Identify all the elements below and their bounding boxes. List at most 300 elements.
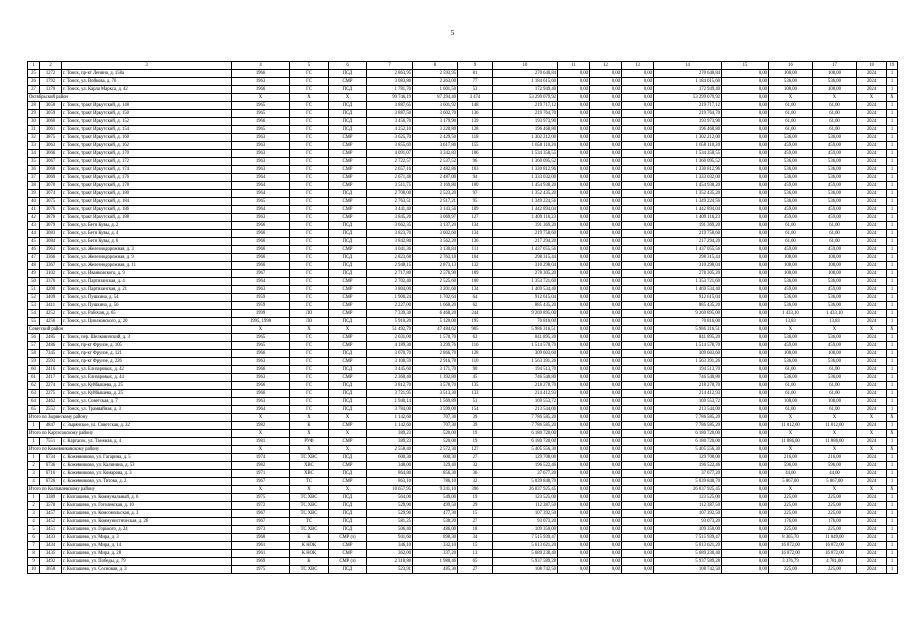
cell: 1 — [887, 454, 898, 462]
cell: 1963 — [232, 214, 290, 222]
cell: ХВС — [290, 470, 329, 478]
cell: 107 392,50 — [654, 510, 722, 518]
cell: 0,00 — [622, 502, 654, 510]
cell: 7 515 939,47 — [654, 534, 722, 542]
cell: 3 662,35 — [367, 222, 413, 230]
cell: 0,00 — [722, 470, 769, 478]
cell: 61,00 — [769, 110, 813, 118]
cell: 310 298,04 — [654, 262, 722, 270]
cell: X — [232, 326, 290, 334]
cell: ГС — [290, 278, 329, 286]
cell: 2 517,21 — [413, 198, 458, 206]
cell: 0,00 — [622, 270, 654, 278]
cell: 0,00 — [722, 518, 769, 526]
cell: 0,00 — [590, 558, 622, 566]
cell: 1 333 032,00 — [493, 174, 558, 182]
cell: 193 973,90 — [654, 118, 722, 126]
cell: 1963 — [232, 142, 290, 150]
cell: 0,00 — [590, 358, 622, 366]
cell: X — [769, 486, 813, 494]
cell: X — [887, 430, 898, 438]
section-label: Итого по Кожевниковскому району — [28, 446, 232, 454]
cell: 7 786 585,20 — [493, 414, 558, 422]
cell: 43 — [28, 222, 40, 230]
cell: X — [857, 430, 887, 438]
cell: 4 041,36 — [367, 246, 413, 254]
cell: 5 689 238,40 — [493, 550, 558, 558]
cell: 0,00 — [622, 534, 654, 542]
table-row — [28, 126, 898, 134]
cell: 2024 — [857, 318, 887, 326]
cell: 1965 — [232, 342, 290, 350]
cell: 2024 — [857, 334, 887, 342]
table-row — [28, 238, 898, 246]
cell: 3367 — [40, 262, 62, 270]
cell: 0,00 — [722, 454, 769, 462]
cell: 1964 — [232, 190, 290, 198]
cell: 459,00 — [769, 150, 813, 158]
cell: 1 702,64 — [413, 294, 458, 302]
cell: 600,30 — [367, 454, 413, 462]
cell: 0,00 — [558, 430, 590, 438]
cell: 1 — [887, 366, 898, 374]
cell: 225,00 — [813, 494, 857, 502]
cell: 3389 — [40, 494, 62, 502]
cell: ГС — [290, 246, 329, 254]
cell: 0,00 — [722, 374, 769, 382]
cell: 53 — [28, 302, 40, 310]
cell: г. Томск, ул. Железнодорожная, д. 3 — [62, 246, 232, 254]
cell: 3433 — [40, 534, 62, 542]
cell: 61,00 — [813, 118, 857, 126]
table-row — [28, 310, 898, 318]
cell: 0,00 — [622, 286, 654, 294]
cell: 2024 — [857, 406, 887, 414]
cell: 2024 — [857, 382, 887, 390]
cell: 1 142,60 — [367, 422, 413, 430]
cell: 3 169,80 — [413, 182, 458, 190]
cell: 3878 — [40, 214, 62, 222]
cell: 108,00 — [813, 254, 857, 262]
cell: 3 625,70 — [367, 134, 413, 142]
cell: 38 — [28, 182, 40, 190]
table-row — [28, 78, 898, 86]
cell: ТС ХВС — [290, 566, 329, 574]
cell: ПСД — [329, 270, 367, 278]
cell: 129 708,00 — [493, 454, 558, 462]
cell: 18 — [458, 526, 493, 534]
cell: 0,00 — [622, 158, 654, 166]
cell: ТС ХВС — [290, 494, 329, 502]
cell: 536,00 — [813, 358, 857, 366]
cell: 0,00 — [622, 462, 654, 470]
cell: 2274 — [40, 382, 62, 390]
cell: ПСД — [329, 126, 367, 134]
cell: 37 — [28, 174, 40, 182]
cell: 139 — [458, 118, 493, 126]
cell: 1 — [887, 166, 898, 174]
cell: 1966 — [232, 254, 290, 262]
cell: 108,00 — [769, 70, 813, 78]
cell: 0,00 — [622, 214, 654, 222]
cell: 0,00 — [590, 110, 622, 118]
cell: 270 640,84 — [493, 70, 558, 78]
cell: 2024 — [857, 126, 887, 134]
cell: 0,00 — [558, 358, 590, 366]
cell: 108,00 — [813, 86, 857, 94]
cell: 0,00 — [558, 214, 590, 222]
cell: 0,00 — [590, 94, 622, 102]
cell: 0,00 — [722, 366, 769, 374]
cell: г. Томск, ул. Беги Кувы, д. 2 — [62, 222, 232, 230]
cell: г. Томск, тракт Иркутский, д. 184 — [62, 198, 232, 206]
cell: 1 — [887, 462, 898, 470]
cell: СМР — [329, 142, 367, 150]
cell: 2 487,00 — [413, 174, 458, 182]
cell: 70 816,00 — [493, 318, 558, 326]
cell: 1 392,80 — [413, 374, 458, 382]
cell: г. Колпашево, ул. Сосновая, д. 3 — [62, 566, 232, 574]
cell: 5 039 848,70 — [493, 478, 558, 486]
cell: 0,00 — [722, 150, 769, 158]
cell: 0,00 — [590, 294, 622, 302]
cell: 536,00 — [813, 302, 857, 310]
cell: 37 677,20 — [654, 470, 722, 478]
cell: 30 — [28, 118, 40, 126]
cell: 61,00 — [769, 366, 813, 374]
cell: 0,00 — [590, 486, 622, 494]
cell: 1 — [887, 342, 898, 350]
cell: 310 298,04 — [493, 262, 558, 270]
cell: 905 — [458, 326, 493, 334]
cell: 0,00 — [590, 342, 622, 350]
cell: 536,00 — [813, 278, 857, 286]
cell: 1 — [887, 334, 898, 342]
cell: 0,00 — [590, 118, 622, 126]
cell: 396 — [458, 486, 493, 494]
cell: г. Томск, тракт Иркутский, д. 178 — [62, 182, 232, 190]
cell: 93 073,20 — [654, 518, 722, 526]
cell: 118 — [458, 134, 493, 142]
cell: 0,00 — [590, 510, 622, 518]
cell: 49 — [28, 270, 40, 278]
cell: ГС — [290, 238, 329, 246]
cell: 225,00 — [769, 526, 813, 534]
cell: ПСД — [329, 110, 367, 118]
cell: X — [769, 430, 813, 438]
cell: 2024 — [857, 566, 887, 574]
cell: 0,00 — [558, 206, 590, 214]
cell: 3 376,79 — [769, 558, 813, 566]
cell: 11 849,00 — [813, 534, 857, 542]
cell: 0,00 — [558, 550, 590, 558]
cell: 536,00 — [769, 358, 813, 366]
cell: ГС — [290, 190, 329, 198]
cell: X — [857, 446, 887, 454]
cell: 123 525,00 — [654, 494, 722, 502]
cell: ГС — [290, 398, 329, 406]
cell: 3 456,70 — [367, 118, 413, 126]
cell: 2416 — [40, 366, 62, 374]
cell: X — [813, 94, 857, 102]
cell: 136 — [458, 110, 493, 118]
cell: СМР — [329, 158, 367, 166]
cell: г. Томск, ул. Пушкина, д. 54 — [62, 294, 232, 302]
cell: 6 — [28, 534, 40, 542]
cell: СМР — [329, 182, 367, 190]
cell: 0,00 — [622, 318, 654, 326]
cell: 2024 — [857, 342, 887, 350]
cell: 0,00 — [590, 166, 622, 174]
cell: 29 — [458, 502, 493, 510]
cell: ГС — [290, 198, 329, 206]
cell: 61,00 — [813, 390, 857, 398]
cell: 0,00 — [622, 110, 654, 118]
cell: 0,00 — [558, 462, 590, 470]
cell: 536,00 — [813, 198, 857, 206]
cell: 7 786 585,20 — [654, 422, 722, 430]
cell: 1966 — [232, 382, 290, 390]
cell: 2 866,70 — [413, 350, 458, 358]
cell: 0,00 — [722, 398, 769, 406]
cell: 2024 — [857, 222, 887, 230]
cell: ПСД — [329, 70, 367, 78]
cell: ГС — [290, 206, 329, 214]
cell: 2024 — [857, 510, 887, 518]
cell: 0,00 — [590, 390, 622, 398]
cell: 1 454 938,20 — [654, 182, 722, 190]
cell: 523,91 — [367, 566, 413, 574]
table-row — [28, 518, 898, 526]
cell: 0,00 — [622, 550, 654, 558]
cell: 536,00 — [813, 134, 857, 142]
cell: 172 949,40 — [493, 86, 558, 94]
table-row — [28, 142, 898, 150]
cell: 2024 — [857, 182, 887, 190]
cell: 47 484,62 — [413, 326, 458, 334]
cell: 0,00 — [558, 142, 590, 150]
cell: ГС — [290, 126, 329, 134]
cell: 1973 — [232, 526, 290, 534]
cell: 0,00 — [622, 470, 654, 478]
cell: 0,00 — [590, 534, 622, 542]
cell: 225,00 — [769, 502, 813, 510]
cell: ПСД — [329, 118, 367, 126]
cell: 4 189,30 — [367, 342, 413, 350]
cell: г. Томск, ул. Рабочая, д. 65 — [62, 310, 232, 318]
cell: 1963 — [232, 134, 290, 142]
cell: 529,90 — [367, 510, 413, 518]
cell: 3076 — [40, 206, 62, 214]
cell: 0,00 — [722, 494, 769, 502]
table-row — [28, 478, 898, 486]
cell: ГС — [290, 78, 329, 86]
cell: 459,00 — [813, 342, 857, 350]
cell: 0,00 — [722, 414, 769, 422]
cell: 0,00 — [622, 78, 654, 86]
column-number-4: 4 — [232, 62, 290, 70]
cell: 51 — [458, 398, 493, 406]
cell: 155 — [458, 142, 493, 150]
cell: 529,90 — [367, 502, 413, 510]
cell: г. Томск, ул. Железнодорожная, д. 9 — [62, 254, 232, 262]
cell: 127 — [458, 446, 493, 454]
cell: 2 722,57 — [367, 158, 413, 166]
cell: 116 — [458, 342, 493, 350]
cell: 536,00 — [769, 198, 813, 206]
cell: 108,00 — [813, 262, 857, 270]
cell: 2417 — [40, 374, 62, 382]
cell: 0,00 — [622, 150, 654, 158]
cell: 8 — [28, 550, 40, 558]
cell: 0,00 — [622, 566, 654, 574]
cell: 193 973,90 — [493, 118, 558, 126]
cell: г. Томск, ул. Войкова, д. 76 — [62, 78, 232, 86]
cell: 3 887,65 — [367, 102, 413, 110]
cell: г. Томск, ул. Партизанская, д. 4 — [62, 278, 232, 286]
cell: 0,00 — [558, 278, 590, 286]
column-number-17: 17 — [813, 62, 857, 70]
cell: 0,00 — [622, 222, 654, 230]
cell: 108,00 — [769, 254, 813, 262]
cell: X — [329, 430, 367, 438]
cell: 90 — [458, 366, 493, 374]
cell: 6 180 720,00 — [493, 438, 558, 446]
cell: 0,00 — [622, 166, 654, 174]
cell: 4 091,07 — [367, 150, 413, 158]
column-number-19: 19 — [887, 62, 898, 70]
cell: 108 742,50 — [493, 566, 558, 574]
cell: 885 435,20 — [654, 302, 722, 310]
cell: 196 522,46 — [493, 462, 558, 470]
cell: 44,00 — [769, 470, 813, 478]
section-label: Итого по Зырянскому району — [28, 414, 232, 422]
column-number-16: 16 — [769, 62, 813, 70]
cell: 0,00 — [590, 142, 622, 150]
table-row — [28, 254, 898, 262]
cell: 0,00 — [622, 102, 654, 110]
cell: 61,00 — [813, 222, 857, 230]
cell: г. Томск, пр-кт Фрунзе, д. 121 — [62, 350, 232, 358]
cell: 898,30 — [413, 534, 458, 542]
cell: 0,00 — [558, 438, 590, 446]
cell: 2 593,95 — [413, 70, 458, 78]
table-row — [28, 470, 898, 478]
cell: 0,00 — [722, 558, 769, 566]
cell: 1966 — [232, 390, 290, 398]
cell: г. Томск, пр-кт Фрунзе, д. 105 — [62, 342, 232, 350]
cell: 64 — [458, 294, 493, 302]
cell: 0,00 — [722, 446, 769, 454]
cell: 4847 — [40, 422, 62, 430]
cell: 3 299,76 — [413, 342, 458, 350]
cell: 536,00 — [769, 134, 813, 142]
cell: 0,00 — [590, 566, 622, 574]
cell: 0,00 — [558, 478, 590, 486]
cell: 219 758,60 — [654, 230, 722, 238]
cell: 0,00 — [590, 238, 622, 246]
cell: X — [857, 326, 887, 334]
cell: 19 — [458, 430, 493, 438]
cell: 536,00 — [813, 294, 857, 302]
cell: ГС — [290, 262, 329, 270]
cell: 309 603,60 — [493, 350, 558, 358]
cell: 1 330 812,96 — [493, 166, 558, 174]
cell: 1 658 110,20 — [654, 142, 722, 150]
cell: 0,00 — [590, 550, 622, 558]
cell: 0,00 — [558, 558, 590, 566]
section-label: Итого по Колпашевскому району — [28, 486, 232, 494]
cell: 61,00 — [769, 230, 813, 238]
cell: 0,00 — [622, 246, 654, 254]
section-label: Итого по Каргасокскому району — [28, 430, 232, 438]
cell: 25 — [28, 70, 40, 78]
cell: 5 910,20 — [367, 318, 413, 326]
cell: 1 — [887, 566, 898, 574]
cell: 2024 — [857, 70, 887, 78]
cell: 1966 — [232, 366, 290, 374]
cell: 61,00 — [769, 222, 813, 230]
cell: 0,00 — [558, 262, 590, 270]
cell: 5 — [28, 526, 40, 534]
cell: 1 353 721,60 — [493, 278, 558, 286]
cell: 1 — [887, 270, 898, 278]
cell: 16 872,00 — [813, 550, 857, 558]
cell: 3067 — [40, 158, 62, 166]
cell: г. Томск, пер. Шелковичский, д. 3 — [62, 334, 232, 342]
cell: 2024 — [857, 310, 887, 318]
cell: 93 073,20 — [493, 518, 558, 526]
cell: 0,00 — [590, 430, 622, 438]
cell: 195 — [458, 318, 493, 326]
cell: СМР — [329, 206, 367, 214]
cell: 0,00 — [558, 198, 590, 206]
cell: 0,00 — [558, 334, 590, 342]
cell: 0,00 — [590, 182, 622, 190]
cell: г. Томск, тракт Иркутский, д. 150 — [62, 110, 232, 118]
cell: 0,00 — [722, 334, 769, 342]
cell: ГС — [290, 358, 329, 366]
table-row — [28, 198, 898, 206]
cell: 0,00 — [622, 518, 654, 526]
cell: 112 387,50 — [654, 502, 722, 510]
cell: 0,00 — [722, 342, 769, 350]
cell: 1 — [887, 70, 898, 78]
cell: 3 143,56 — [413, 206, 458, 214]
cell: 0,00 — [590, 134, 622, 142]
cell: 0,00 — [622, 294, 654, 302]
cell: с. Кожевниково, ул. Комарова, д. 3 — [62, 470, 232, 478]
cell: ПСД — [329, 470, 367, 478]
cell: 5 867,00 — [813, 478, 857, 486]
cell: 5 986 316,51 — [493, 326, 558, 334]
cell: 2 702,40 — [367, 278, 413, 286]
cell: 0,00 — [622, 486, 654, 494]
cell: г. Томск, ул. Карла Маркса, д. 42 — [62, 86, 232, 94]
cell: 216,00 — [813, 454, 857, 462]
cell: 0,00 — [622, 406, 654, 414]
cell: 1 — [887, 534, 898, 542]
cell: 7 515 939,47 — [493, 534, 558, 542]
cell: 536,00 — [769, 302, 813, 310]
cell: 1370 — [40, 86, 62, 94]
cell: 3 445,60 — [367, 366, 413, 374]
cell: 11 886,00 — [769, 438, 813, 446]
cell: 1 — [887, 126, 898, 134]
cell: 0,00 — [622, 358, 654, 366]
cell: 0,00 — [622, 142, 654, 150]
cell: 1966 — [232, 238, 290, 246]
